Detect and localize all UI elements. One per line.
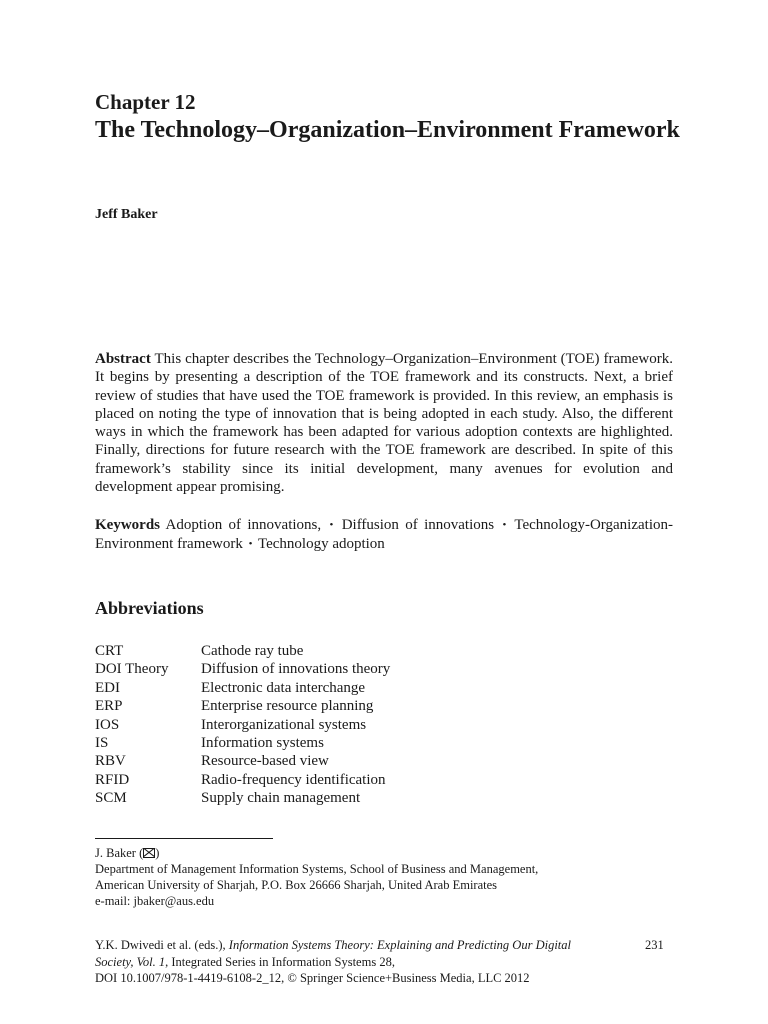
chapter-title: The Technology–Organization–Environment Framework — [95, 117, 680, 143]
keyword: Technology adoption — [257, 536, 385, 552]
abbreviation: DOI Theory — [95, 661, 169, 678]
abbreviation-meaning: Electronic data interchange — [201, 679, 366, 696]
abbreviations-heading: Abbreviations — [95, 598, 204, 618]
keyword: Technology-Organization-Environment framework — [95, 517, 673, 552]
author-footnote — [95, 845, 673, 909]
book-citation — [95, 937, 595, 987]
keywords — [95, 516, 673, 554]
keyword-separator: • — [329, 519, 334, 531]
keyword-separator: • — [502, 519, 507, 531]
citation-series: , Integrated Series in Information Systems 28, — [165, 954, 395, 969]
footnote-email: e-mail: jbaker@aus.edu — [95, 894, 215, 908]
abbreviation-row — [95, 716, 595, 734]
abbreviation: SCM — [95, 790, 127, 807]
page-number: 231 — [645, 938, 664, 952]
footnote-name-line — [95, 845, 673, 861]
abbreviation-row — [95, 771, 595, 789]
abstract — [95, 350, 673, 496]
abbreviation-row — [95, 752, 595, 770]
abstract-text: This chapter describes the Technology–Organization–Environment (TOE) framework. It begins by presenting a description of the TOE framework and its constructs. Next, a brief review of studies that have used the TOE framework is provided. In this review, an emphasis is placed on noting the type of innovation that is being adopted in each study. Also, the different ways in which the framework has been adapted for various adoption contexts are highlighted. Finally, directions for future research with the TOE framework are described. In spite of this framework’s stability since its initial development, many avenues for evolution and development appear promising. — [95, 351, 674, 496]
keyword: Diffusion of innovations — [341, 517, 495, 533]
citation-book-title: Information Systems Theory: Explaining and Predicting Our Digital Society, Vol. 1 — [95, 938, 571, 969]
abbreviation: RFID — [95, 771, 130, 788]
abbreviation-meaning: Cathode ray tube — [201, 643, 304, 659]
abbreviations-list — [95, 642, 595, 808]
abbreviation-row — [95, 697, 595, 715]
abbreviation-row — [95, 660, 595, 678]
abbreviation: EDI — [95, 679, 120, 696]
keywords-label: Keywords — [95, 517, 160, 533]
footnote-author-close: ) — [155, 846, 160, 860]
abbreviation: ERP — [95, 698, 123, 715]
abbreviation-meaning: Interorganizational systems — [201, 716, 367, 733]
citation-doi: DOI 10.1007/978-1-4419-6108-2_12, © Springer Science+Business Media, LLC 2012 — [95, 971, 530, 985]
abbreviation-meaning: Diffusion of innovations theory — [201, 661, 391, 678]
abbreviation: IS — [95, 734, 109, 751]
abbreviation: IOS — [95, 716, 120, 733]
abbreviation-meaning: Radio-frequency identification — [201, 771, 386, 788]
abbreviation-row — [95, 734, 595, 752]
envelope-icon — [143, 848, 155, 858]
abbreviation-meaning: Enterprise resource planning — [201, 698, 374, 715]
abbreviation-meaning: Supply chain management — [201, 790, 361, 807]
abbreviation-row — [95, 679, 595, 697]
keyword: Adoption of innovations, — [165, 517, 322, 533]
abbreviation: CRT — [95, 643, 124, 659]
abbreviation: RBV — [95, 753, 126, 770]
chapter-label: Chapter 12 — [95, 90, 196, 114]
abbreviation-row — [95, 642, 595, 660]
keyword-separator: • — [248, 538, 253, 550]
abbreviation-meaning: Resource-based view — [201, 753, 329, 770]
footnote-department: Department of Management Information Systems, School of Business and Management, — [95, 862, 539, 876]
footnote-divider — [95, 838, 273, 839]
abbreviation-meaning: Information systems — [201, 734, 324, 751]
abstract-label: Abstract — [95, 351, 151, 367]
abbreviation-row — [95, 789, 595, 807]
footnote-address: American University of Sharjah, P.O. Box 26666 Sharjah, United Arab Emirates — [95, 878, 498, 892]
footnote-author: J. Baker ( — [95, 846, 144, 860]
citation-editors: Y.K. Dwivedi et al. (eds.), — [95, 938, 229, 952]
author-name: Jeff Baker — [95, 207, 158, 222]
